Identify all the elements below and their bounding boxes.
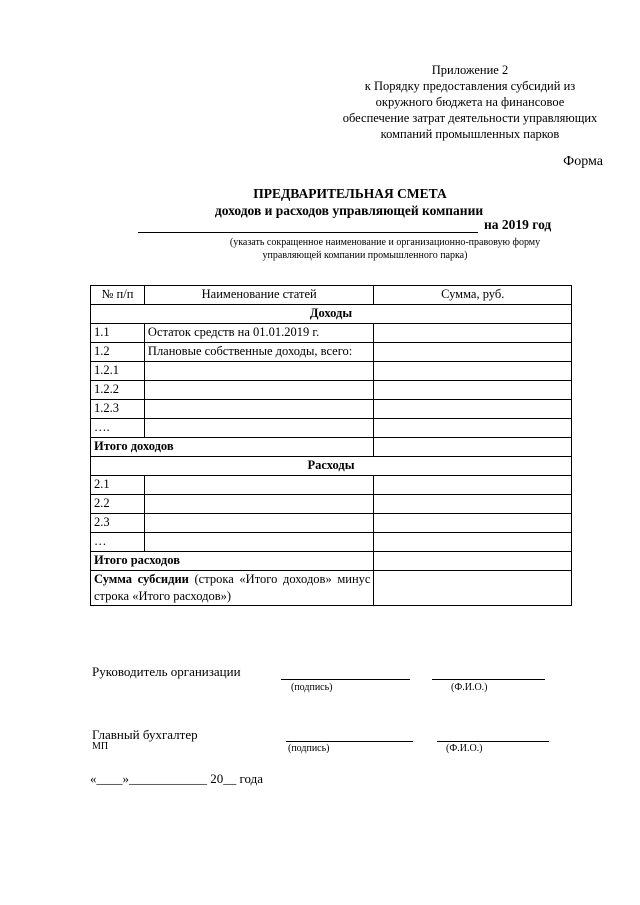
row-number: …. [91, 419, 145, 438]
document-title: ПРЕДВАРИТЕЛЬНАЯ СМЕТА [253, 186, 447, 201]
accountant-signatory-label: Главный бухгалтер [92, 727, 198, 742]
row-sum [374, 533, 572, 552]
row-name: Остаток средств на 01.01.2019 г. [144, 324, 374, 343]
appendix-line: к Порядку предоставления субсидий из [364, 79, 576, 93]
subsidy-sum [374, 571, 572, 606]
appendix-line: компаний промышленных парков [380, 127, 560, 141]
row-sum [374, 495, 572, 514]
row-name [144, 514, 374, 533]
year-label: на 2019 год [484, 217, 552, 232]
row-name [144, 362, 374, 381]
accountant-name-line[interactable] [437, 741, 549, 742]
section-title-expenses: Расходы [91, 457, 572, 476]
stamp-place-label: МП [92, 741, 109, 752]
table-row [91, 324, 572, 343]
row-sum [374, 419, 572, 438]
document-subtitle: доходов и расходов управляющей компании [214, 203, 484, 218]
subsidy-row [91, 571, 572, 606]
head-signatory-label: Руководитель организации [92, 664, 241, 679]
company-hint: управляющей компании промышленного парка) [262, 250, 468, 261]
row-name [144, 419, 374, 438]
table-row [91, 514, 572, 533]
expense-total-row [91, 552, 572, 571]
expense-total-sum [374, 552, 572, 571]
row-number: 2.2 [91, 495, 145, 514]
section-row-expenses [91, 457, 572, 476]
appendix-line: окружного бюджета на финансовое [375, 95, 565, 109]
company-name-blank [138, 219, 478, 233]
row-sum [374, 381, 572, 400]
income-total-row [91, 438, 572, 457]
signature-hint: (подпись) [291, 682, 333, 693]
row-name [144, 495, 374, 514]
row-sum [374, 343, 572, 362]
row-name [144, 400, 374, 419]
estimate-table [90, 285, 572, 606]
row-number: 1.2.3 [91, 400, 145, 419]
appendix-line: Приложение 2 [431, 63, 509, 77]
row-sum [374, 476, 572, 495]
row-number: 2.1 [91, 476, 145, 495]
column-header-num: № п/п [91, 286, 145, 305]
accountant-signature-line[interactable] [286, 741, 413, 742]
row-number: 1.1 [91, 324, 145, 343]
income-total-label: Итого доходов [91, 438, 374, 457]
appendix-block [330, 62, 610, 142]
name-hint: (Ф.И.О.) [446, 743, 483, 754]
section-row-income [91, 305, 572, 324]
head-signature-line[interactable] [281, 679, 410, 680]
appendix-line: обеспечение затрат деятельности управляющих [342, 111, 598, 125]
income-total-sum [374, 438, 572, 457]
row-name [144, 533, 374, 552]
row-name: Плановые собственные доходы, всего: [144, 343, 374, 362]
row-sum [374, 400, 572, 419]
section-title-income: Доходы [91, 305, 572, 324]
table-row [91, 362, 572, 381]
subsidy-label [91, 571, 374, 606]
table-row [91, 476, 572, 495]
row-number: 1.2.2 [91, 381, 145, 400]
signature-hint: (подпись) [288, 743, 330, 754]
row-name [144, 381, 374, 400]
head-name-line[interactable] [432, 679, 545, 680]
row-name [144, 476, 374, 495]
table-row [91, 343, 572, 362]
row-number: 1.2 [91, 343, 145, 362]
name-hint: (Ф.И.О.) [451, 682, 488, 693]
table-header-row [91, 286, 572, 305]
table-row [91, 495, 572, 514]
subsidy-label-rest: (строка «Итого доходов» минус строка «Итого расходов») [94, 572, 371, 603]
company-hint: (указать сокращенное наименование и организационно-правовую форму [229, 237, 541, 248]
row-sum [374, 362, 572, 381]
subsidy-label-bold: Сумма субсидии [94, 572, 189, 586]
column-header-name: Наименование статей [144, 286, 374, 305]
row-sum [374, 324, 572, 343]
form-label: Форма [563, 154, 603, 169]
column-header-sum: Сумма, руб. [374, 286, 572, 305]
expense-total-label: Итого расходов [91, 552, 374, 571]
row-sum [374, 514, 572, 533]
table-row [91, 400, 572, 419]
table-row [91, 419, 572, 438]
table-row [91, 381, 572, 400]
table-row [91, 533, 572, 552]
row-number: 1.2.1 [91, 362, 145, 381]
row-number: 2.3 [91, 514, 145, 533]
company-name-line [138, 217, 558, 233]
date-line: «____»____________ 20__ года [90, 771, 264, 786]
row-number: … [91, 533, 145, 552]
